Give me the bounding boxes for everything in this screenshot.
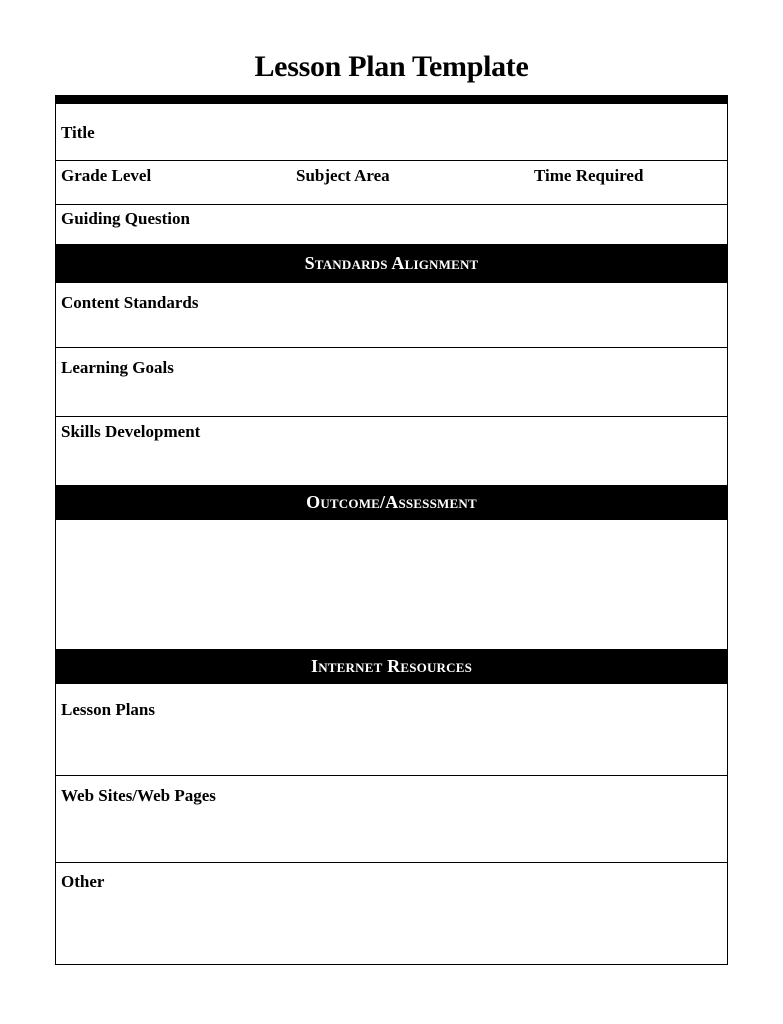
guiding-question-label: Guiding Question — [61, 209, 190, 228]
standards-alignment-heading — [55, 244, 728, 283]
guiding-question-row[interactable] — [56, 205, 727, 244]
skills-development-label: Skills Development — [61, 422, 201, 441]
title-label: Title — [61, 123, 95, 142]
lesson-plans-row[interactable] — [56, 684, 727, 776]
internet-resources-heading — [55, 649, 728, 684]
grade-level-label: Grade Level — [61, 166, 152, 185]
content-standards-label: Content Standards — [61, 293, 199, 312]
time-required-label: Time Required — [534, 166, 644, 185]
web-sites-label: Web Sites/Web Pages — [61, 786, 216, 805]
other-label: Other — [61, 872, 105, 891]
lesson-plan-form — [55, 95, 728, 965]
skills-development-row[interactable] — [56, 417, 727, 485]
page-title: Lesson Plan Template — [254, 50, 529, 83]
subject-area-label: Subject Area — [296, 166, 390, 185]
outcome-assessment-area[interactable] — [56, 520, 727, 649]
other-row[interactable] — [56, 863, 727, 964]
standards-alignment-heading-text: Standards Alignment — [304, 253, 479, 273]
web-sites-row[interactable] — [56, 776, 727, 863]
internet-resources-heading-text: Internet Resources — [310, 656, 473, 676]
outcome-assessment-heading — [55, 485, 728, 520]
learning-goals-label: Learning Goals — [61, 358, 174, 377]
lesson-plans-label: Lesson Plans — [61, 700, 155, 719]
outcome-assessment-heading-text: Outcome/Assessment — [306, 492, 477, 512]
learning-goals-row[interactable] — [56, 348, 727, 417]
title-row[interactable] — [56, 104, 727, 161]
top-rule — [55, 95, 728, 104]
grade-subject-time-row — [56, 161, 727, 205]
content-standards-row[interactable] — [56, 283, 727, 348]
